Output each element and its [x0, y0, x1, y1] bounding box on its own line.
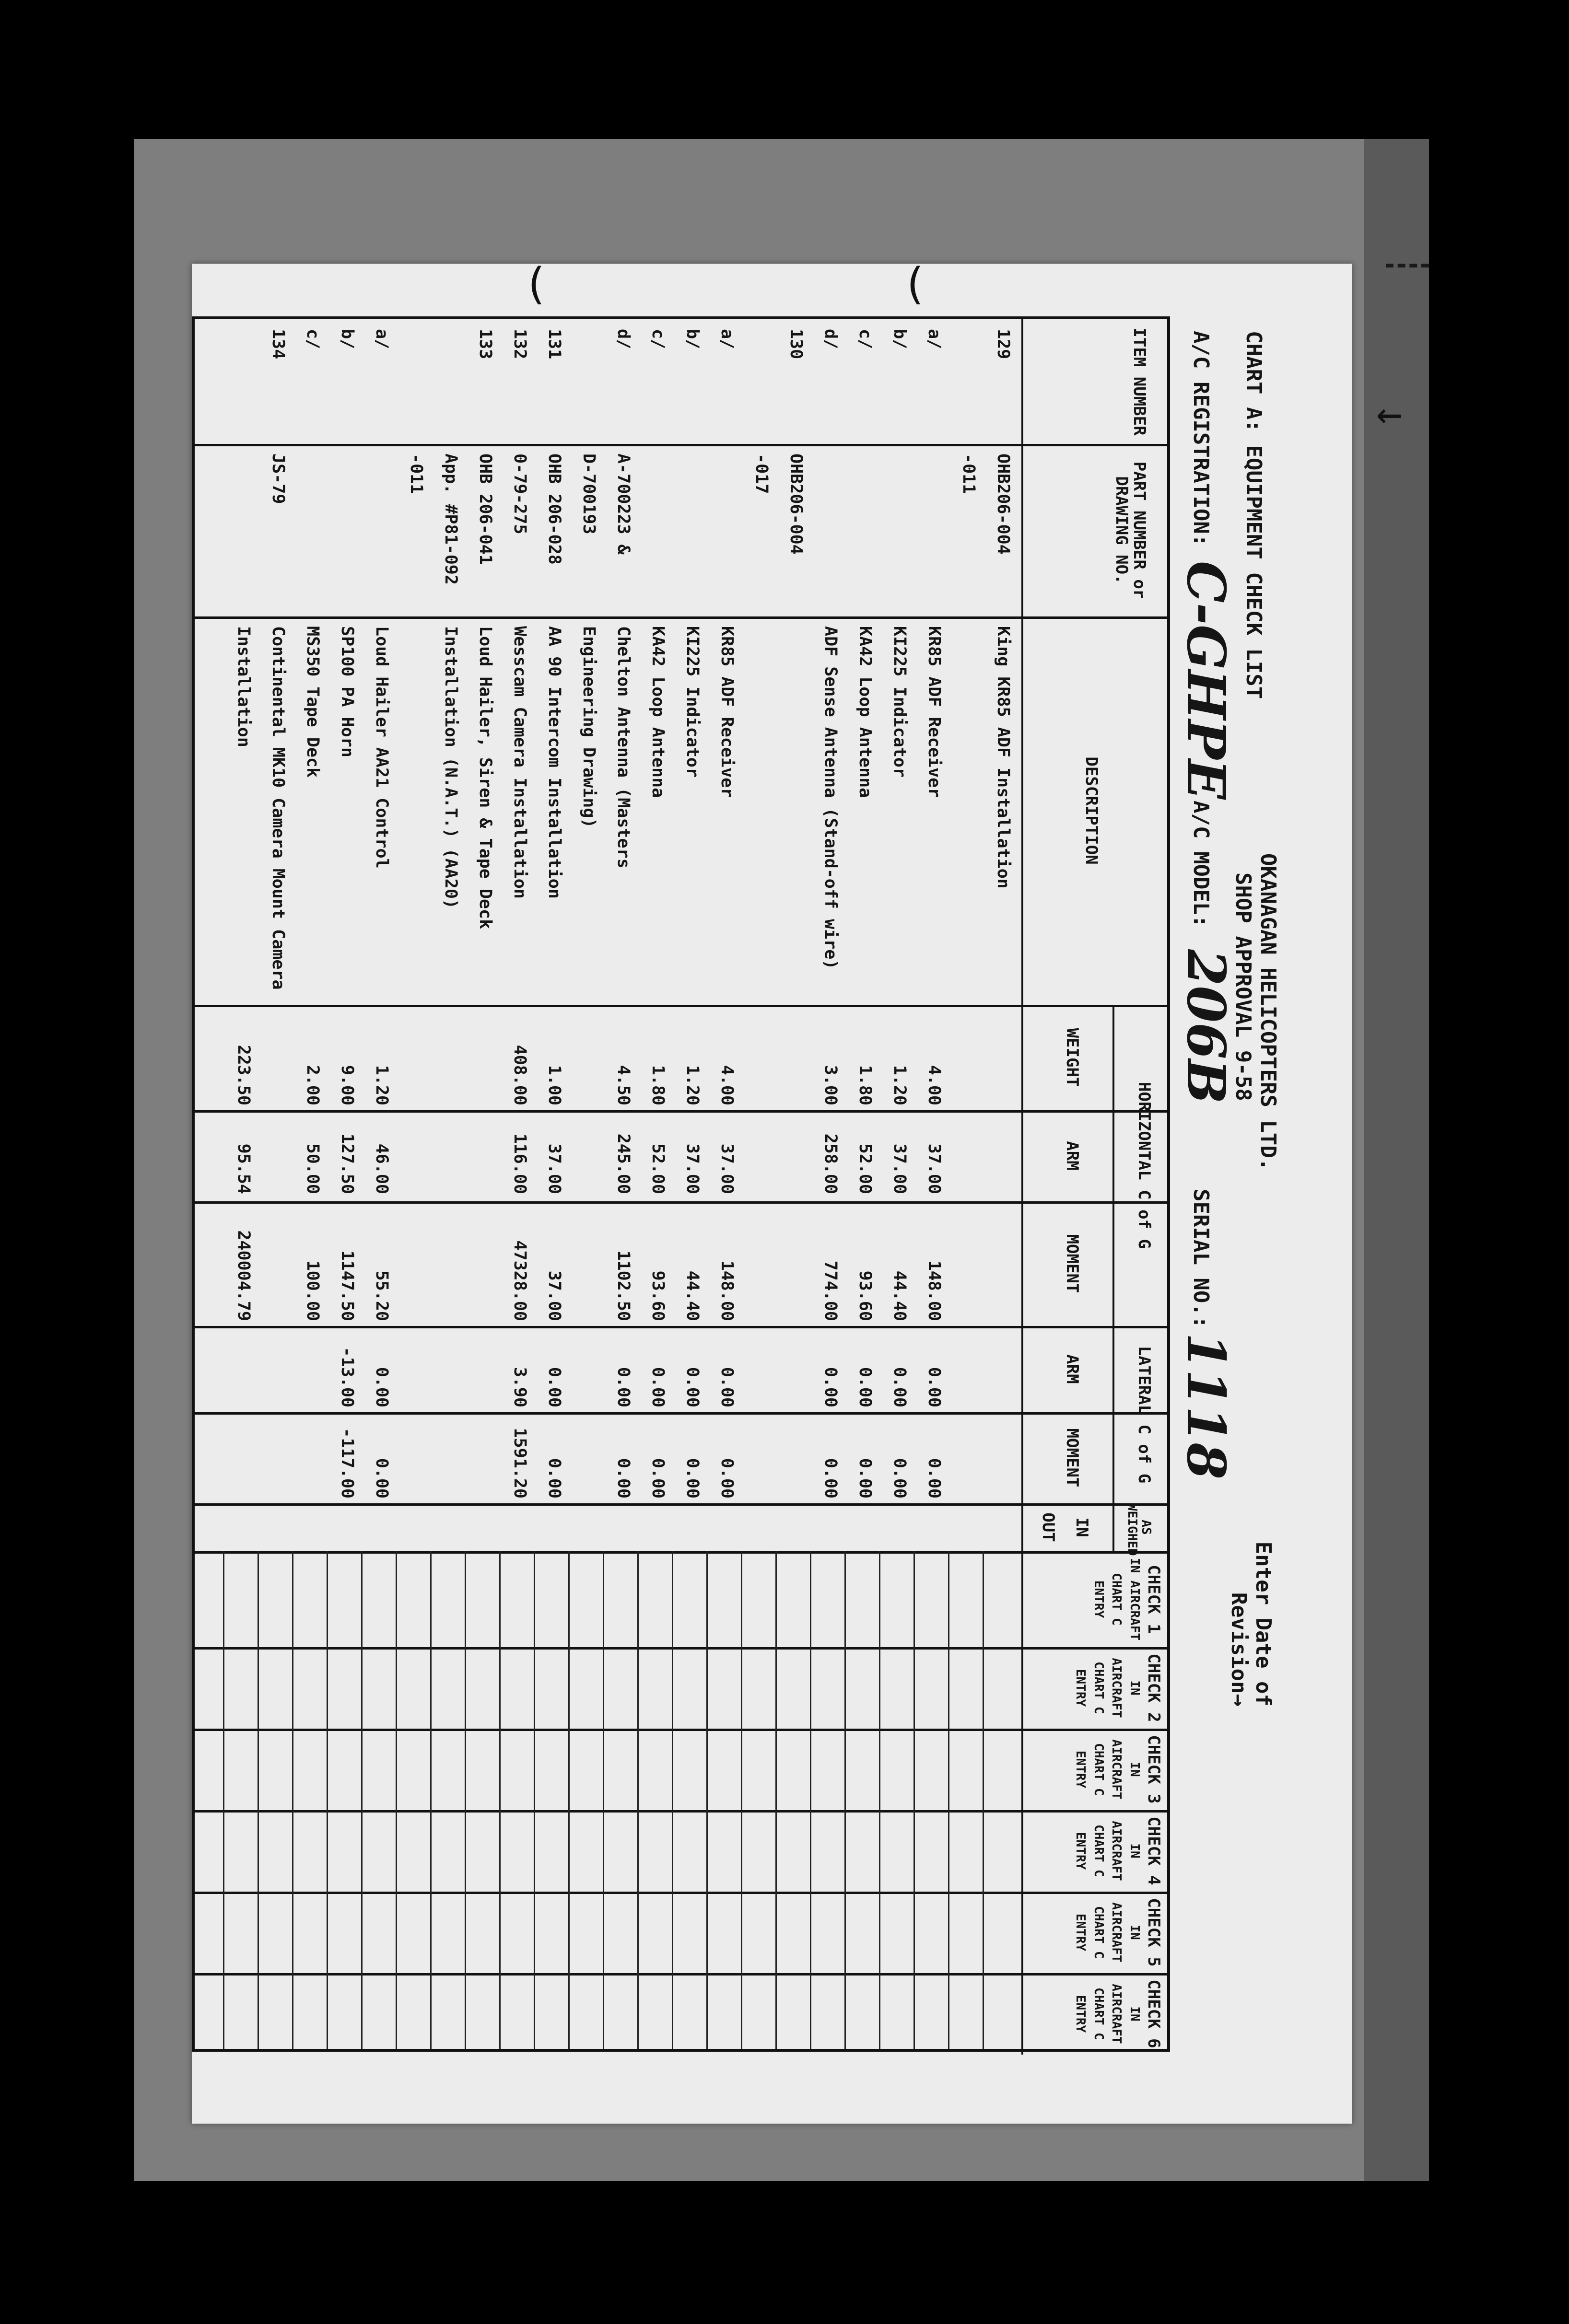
check-header: CHECK 4 IN AIRCRAFT CHART C ENTRY	[1073, 1816, 1163, 1885]
cell-item: 132	[510, 329, 529, 360]
cell-desc: KR85 ADF Receiver	[717, 626, 737, 798]
scan-background	[134, 139, 1429, 2181]
cell-ha: 37.00	[890, 1143, 909, 1194]
col-part-header: PART NUMBER or DRAWING NO.	[1112, 461, 1149, 599]
col-weight-header: WEIGHT	[1063, 1028, 1082, 1087]
cell-part: D-700193	[579, 453, 598, 535]
table-row	[605, 319, 639, 2055]
cell-w: 9.00	[338, 1065, 357, 1105]
cell-ha: 52.00	[648, 1143, 667, 1194]
cell-part: OHB 206-028	[545, 453, 564, 565]
col-larm-header: ARM	[1063, 1354, 1082, 1384]
cell-w: 4.00	[925, 1065, 944, 1105]
cell-ha: 50.00	[303, 1143, 322, 1194]
cell-part: OHB206-004	[786, 453, 806, 555]
cell-desc: Chelton Antenna (Masters	[614, 626, 633, 869]
table-row	[433, 319, 466, 2055]
table-row	[881, 319, 915, 2055]
registration-value: C-GHPE	[1175, 561, 1237, 800]
chart-title: CHART A: EQUIPMENT CHECK LIST	[1241, 331, 1266, 699]
cell-item: b/	[890, 329, 909, 349]
cell-lm: 0.00	[372, 1458, 391, 1499]
cell-hm: 37.00	[545, 1270, 564, 1321]
cell-lm: 0.00	[925, 1458, 944, 1499]
cell-w: 1.20	[372, 1065, 391, 1105]
serial-label: SERIAL NO.:	[1189, 1189, 1213, 1329]
col-item-header: ITEM NUMBER	[1130, 327, 1149, 436]
cell-desc: King KR85 ADF Installation	[994, 626, 1013, 889]
cell-ha: 258.00	[821, 1133, 840, 1194]
cell-desc: Loud Hailer AA21 Control	[372, 626, 391, 869]
cell-hm: 55.20	[372, 1270, 391, 1321]
cell-w: 408.00	[510, 1045, 529, 1105]
cell-w: 223.50	[234, 1045, 253, 1105]
col-out-header: OUT	[1039, 1512, 1058, 1542]
cell-desc: Installation (N.A.T.) (AA20)	[441, 626, 460, 909]
cell-la: 0.00	[855, 1367, 875, 1407]
cell-w: 1.20	[683, 1065, 702, 1105]
cell-desc: Continental MK10 Camera Mount Camera	[269, 626, 288, 990]
cell-lm: 0.00	[855, 1458, 875, 1499]
table-row	[502, 319, 535, 2055]
table-row	[743, 319, 777, 2055]
table-row	[950, 319, 984, 2055]
cell-desc: Loud Hailer, Siren & Tape Deck	[476, 626, 495, 930]
cell-desc: KI225 Indicator	[683, 626, 702, 778]
col-asweighed-header: AS WEIGHED	[1125, 1503, 1153, 1556]
cell-part: OHB206-004	[994, 453, 1013, 555]
company-name: OKANAGAN HELICOPTERS LTD.	[1256, 853, 1280, 1171]
arrow-mark: ←	[1376, 388, 1403, 439]
check-header: CHECK 5 IN AIRCRAFT CHART C ENTRY	[1073, 1898, 1163, 1967]
cell-lm: 1591.20	[510, 1428, 529, 1499]
cell-hm: 148.00	[925, 1260, 944, 1321]
cell-desc: SP100 PA Horn	[338, 626, 357, 757]
cell-item: a/	[717, 329, 737, 349]
cell-desc: Wesscam Camera Installation	[510, 626, 529, 899]
dashed-mark	[1386, 264, 1429, 267]
check-header: CHECK 2 IN AIRCRAFT CHART C ENTRY	[1073, 1653, 1163, 1722]
cell-w: 1.00	[545, 1065, 564, 1105]
cell-desc: KR85 ADF Receiver	[925, 626, 944, 798]
cell-w: 4.50	[614, 1065, 633, 1105]
punch-mark: (	[523, 259, 549, 309]
cell-item: c/	[855, 329, 875, 349]
table-row	[467, 319, 501, 2055]
cell-ha: 37.00	[925, 1143, 944, 1194]
punch-mark: (	[902, 259, 928, 309]
cell-item: c/	[648, 329, 667, 349]
cell-lm: 0.00	[821, 1458, 840, 1499]
cell-lm: 0.00	[890, 1458, 909, 1499]
cell-desc: MS350 Tape Deck	[303, 626, 322, 778]
cell-lm: 0.00	[717, 1458, 737, 1499]
table-row	[709, 319, 742, 2055]
cell-desc: AA 90 Intercom Installation	[545, 626, 564, 899]
check-header: CHECK 3 IN AIRCRAFT CHART C ENTRY	[1073, 1735, 1163, 1804]
cell-desc: KI225 Indicator	[890, 626, 909, 778]
model-label: A/C MODEL:	[1189, 801, 1213, 928]
cell-la: 0.00	[821, 1367, 840, 1407]
cell-la: 0.00	[648, 1367, 667, 1407]
table-row	[812, 319, 846, 2055]
cell-part: App. #P81-092	[441, 453, 460, 585]
cell-ha: 116.00	[510, 1133, 529, 1194]
cell-part: -017	[752, 453, 771, 494]
cell-w: 1.80	[648, 1065, 667, 1105]
cell-lm: -117.00	[338, 1428, 357, 1499]
cell-part: -011	[959, 453, 978, 494]
cell-item: d/	[821, 329, 840, 349]
cell-w: 2.00	[303, 1065, 322, 1105]
cell-lm: 0.00	[648, 1458, 667, 1499]
cell-item: a/	[925, 329, 944, 349]
cell-part: -011	[407, 453, 426, 494]
cell-w: 4.00	[717, 1065, 737, 1105]
table-row	[398, 319, 432, 2055]
table-row	[778, 319, 811, 2055]
col-hmoment-header: MOMENT	[1063, 1234, 1082, 1293]
table-row	[674, 319, 708, 2055]
equipment-table	[192, 316, 1170, 2052]
col-harm-header: ARM	[1063, 1141, 1082, 1171]
cell-ha: 37.00	[717, 1143, 737, 1194]
cell-desc: Installation	[234, 626, 253, 747]
table-row	[536, 319, 570, 2055]
cell-item: b/	[338, 329, 357, 349]
cell-hm: 240004.79	[234, 1230, 253, 1321]
model-value: 206B	[1175, 949, 1237, 1104]
cell-ha: 95.54	[234, 1143, 253, 1194]
cell-hm: 100.00	[303, 1260, 322, 1321]
cell-lm: 0.00	[614, 1458, 633, 1499]
cell-ha: 37.00	[683, 1143, 702, 1194]
cell-hm: 93.60	[855, 1270, 875, 1321]
cell-desc: KA42 Loop Antenna	[648, 626, 667, 798]
table-row	[260, 319, 293, 2055]
cell-hm: 47328.00	[510, 1240, 529, 1321]
cell-item: b/	[683, 329, 702, 349]
table-row	[225, 319, 259, 2055]
cell-la: 0.00	[545, 1367, 564, 1407]
table-row	[847, 319, 880, 2055]
checklist-sheet	[192, 259, 1352, 2124]
cell-item: 134	[269, 329, 288, 360]
table-row	[571, 319, 604, 2055]
table-row	[329, 319, 363, 2055]
cell-ha: 46.00	[372, 1143, 391, 1194]
cell-la: 0.00	[683, 1367, 702, 1407]
cell-desc: KA42 Loop Antenna	[855, 626, 875, 798]
cell-item: d/	[614, 329, 633, 349]
cell-la: 0.00	[614, 1367, 633, 1407]
cell-item: a/	[372, 329, 391, 349]
rotated-content	[182, 316, 1285, 2052]
cell-hm: 1102.50	[614, 1250, 633, 1321]
serial-value: 1118	[1175, 1333, 1237, 1480]
cell-hm: 44.40	[683, 1270, 702, 1321]
cell-desc: Engineering Drawing)	[579, 626, 598, 828]
cell-hm: 44.40	[890, 1270, 909, 1321]
cell-w: 3.00	[821, 1065, 840, 1105]
table-row	[640, 319, 673, 2055]
cell-item: c/	[303, 329, 322, 349]
col-lmoment-header: MOMENT	[1063, 1428, 1082, 1487]
cell-item: 129	[994, 329, 1013, 360]
col-in-header: IN	[1072, 1517, 1091, 1537]
cell-item: 133	[476, 329, 495, 360]
cell-la: 0.00	[717, 1367, 737, 1407]
check-header: CHECK 6 IN AIRCRAFT CHART C ENTRY	[1073, 1979, 1163, 2048]
table-row	[916, 319, 949, 2055]
cell-item: 131	[545, 329, 564, 360]
table-row	[363, 319, 397, 2055]
cell-hm: 148.00	[717, 1260, 737, 1321]
cell-item: 130	[786, 329, 806, 360]
cell-ha: 52.00	[855, 1143, 875, 1194]
table-row	[985, 319, 1019, 2055]
col-desc-header: DESCRIPTION	[1082, 756, 1101, 865]
table-row	[294, 319, 328, 2055]
cell-ha: 37.00	[545, 1143, 564, 1194]
cell-w: 1.20	[890, 1065, 909, 1105]
cell-ha: 245.00	[614, 1133, 633, 1194]
cell-lm: 0.00	[683, 1458, 702, 1499]
revision-note: Enter Date of Revision→	[1227, 1541, 1276, 1707]
cell-part: 0-79-275	[510, 453, 529, 535]
cell-desc: ADF Sense Antenna (Stand-off wire)	[821, 626, 840, 970]
col-lateral-header: LATERAL C of G	[1135, 1346, 1154, 1484]
shop-approval: SHOP APPROVAL 9-58	[1231, 872, 1255, 1101]
cell-la: 0.00	[925, 1367, 944, 1407]
cell-la: 3.90	[510, 1367, 529, 1407]
cell-part: JS-79	[269, 453, 288, 504]
check-header: CHECK 1 IN AIRCRAFT CHART C ENTRY	[1091, 1557, 1163, 1641]
registration-label: A/C REGISTRATION:	[1189, 331, 1213, 547]
cell-part: A-700223 &	[614, 453, 633, 555]
cell-hm: 93.60	[648, 1270, 667, 1321]
cell-lm: 0.00	[545, 1458, 564, 1499]
cell-la: -13.00	[338, 1347, 357, 1407]
cell-ha: 127.50	[338, 1133, 357, 1194]
cell-la: 0.00	[890, 1367, 909, 1407]
adjacent-page-edge	[1364, 139, 1429, 2181]
cell-part: OHB 206-041	[476, 453, 495, 565]
cell-w: 1.80	[855, 1065, 875, 1105]
cell-la: 0.00	[372, 1367, 391, 1407]
cell-hm: 1147.50	[338, 1250, 357, 1321]
col-horizontal-header: HORIZONTAL C of G	[1135, 1082, 1154, 1249]
cell-hm: 774.00	[821, 1260, 840, 1321]
